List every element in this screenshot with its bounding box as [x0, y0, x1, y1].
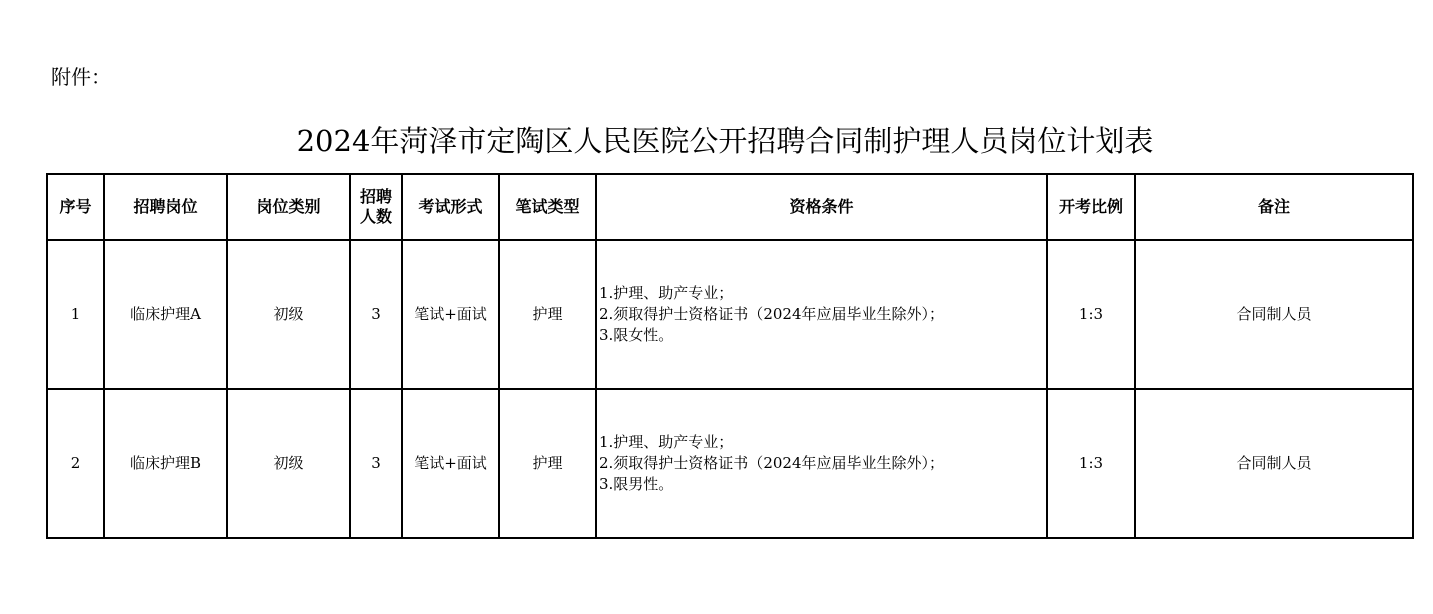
header-remarks: 备注: [1135, 174, 1413, 240]
cell-position: 临床护理A: [104, 240, 227, 389]
cell-position: 临床护理B: [104, 389, 227, 538]
cell-exam-form: 笔试+面试: [402, 240, 499, 389]
table-row: [47, 240, 1413, 389]
cell-category: 初级: [227, 389, 350, 538]
cell-written-type: 护理: [499, 240, 596, 389]
recruitment-plan-table: [46, 173, 1414, 539]
header-count-line1: 招聘: [359, 187, 392, 206]
header-ratio: 开考比例: [1047, 174, 1135, 240]
requirement-line: 1.护理、助产专业；: [599, 284, 734, 302]
cell-remarks: 合同制人员: [1135, 240, 1413, 389]
cell-written-type: 护理: [499, 389, 596, 538]
cell-requirements: [596, 389, 1047, 538]
cell-count: 3: [350, 389, 402, 538]
attachment-label: 附件：: [51, 65, 111, 89]
header-position: 招聘岗位: [104, 174, 227, 240]
requirement-line: 1.护理、助产专业；: [599, 433, 734, 451]
cell-category: 初级: [227, 240, 350, 389]
header-count-line2: 人数: [359, 207, 392, 226]
requirement-line: 3.限女性。: [599, 326, 674, 344]
requirement-line: 2.须取得护士资格证书（2024年应届毕业生除外）；: [599, 305, 944, 323]
header-exam-form: 考试形式: [402, 174, 499, 240]
cell-ratio: 1:3: [1047, 389, 1135, 538]
cell-count: 3: [350, 240, 402, 389]
cell-remarks: 合同制人员: [1135, 389, 1413, 538]
header-written-type: 笔试类型: [499, 174, 596, 240]
cell-seq: 1: [47, 240, 104, 389]
cell-exam-form: 笔试+面试: [402, 389, 499, 538]
cell-seq: 2: [47, 389, 104, 538]
cell-ratio: 1:3: [1047, 240, 1135, 389]
requirement-line: 3.限男性。: [599, 475, 674, 493]
cell-requirements: [596, 240, 1047, 389]
table-row: [47, 389, 1413, 538]
header-category: 岗位类别: [227, 174, 350, 240]
header-requirements: 资格条件: [596, 174, 1047, 240]
page-title: 2024年菏泽市定陶区人民医院公开招聘合同制护理人员岗位计划表: [296, 124, 1154, 158]
header-count: [350, 174, 402, 240]
requirement-line: 2.须取得护士资格证书（2024年应届毕业生除外）；: [599, 454, 944, 472]
table-header-row: [47, 174, 1413, 240]
header-seq: 序号: [47, 174, 104, 240]
